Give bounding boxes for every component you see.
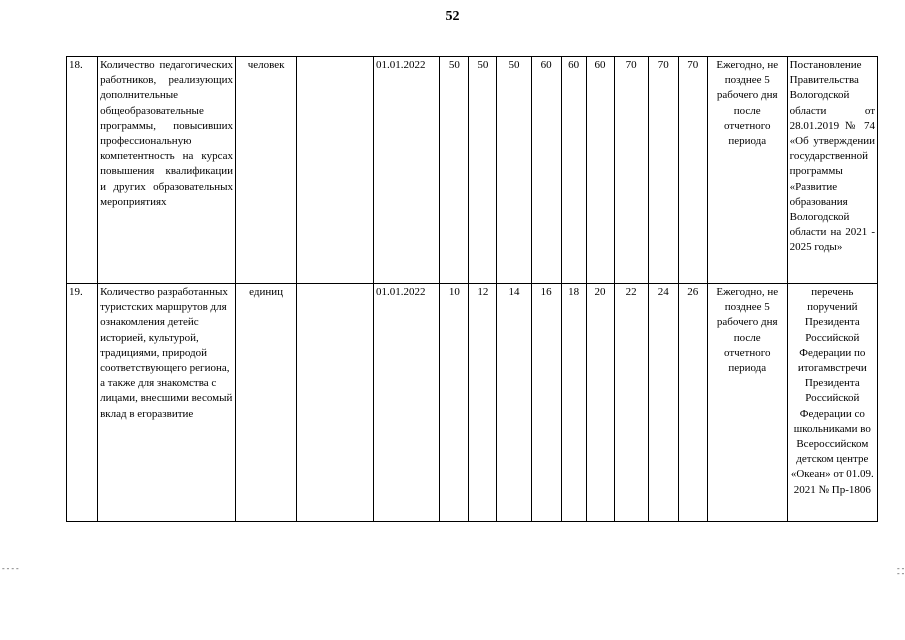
reporting-term-cell: Ежегодно, не позднее 5 рабочего дня после отчетного периода — [707, 57, 787, 284]
value-cell: 18 — [561, 284, 586, 522]
value-cell: 60 — [561, 57, 586, 284]
unit-cell: человек — [236, 57, 297, 284]
indicators-table — [66, 56, 878, 522]
value-cell: 60 — [586, 57, 614, 284]
row-number: 19. — [67, 284, 98, 522]
value-cell: 50 — [497, 57, 531, 284]
value-cell: 50 — [469, 57, 497, 284]
unit-cell: единиц — [236, 284, 297, 522]
value-cell: 50 — [440, 57, 469, 284]
base-date-cell: 01.01.2022 — [373, 284, 439, 522]
legal-basis-cell: Постановление Правительства Вологодской области от 28.01.2019 № 74 «Об утверждении государственной программы «Развитие образования Вологодской области на 2021 - 2025 годы» — [787, 57, 877, 284]
value-cell: 16 — [531, 284, 561, 522]
table-row — [67, 284, 878, 522]
reporting-term-cell: Ежегодно, не позднее 5 рабочего дня после отчетного периода — [707, 284, 787, 522]
value-cell: 60 — [531, 57, 561, 284]
legal-basis-cell: перечень поручений Президента Российской Федерации по итогамвстречи Президента Российской Федерации со школьниками во Всероссийском детском центре «Океан» от 01.09. 2021 № Пр-1806 — [787, 284, 877, 522]
value-cell: 14 — [497, 284, 531, 522]
empty-cell — [297, 284, 374, 522]
value-cell: 70 — [614, 57, 648, 284]
value-cell: 10 — [440, 284, 469, 522]
left-margin-marks: - - - - — [2, 564, 19, 573]
value-cell: 22 — [614, 284, 648, 522]
empty-cell — [297, 57, 374, 284]
value-cell: 70 — [678, 57, 707, 284]
page-number: 52 — [445, 9, 460, 24]
right-margin-marks: - - - - — [897, 564, 905, 578]
table-row — [67, 57, 878, 284]
value-cell: 26 — [678, 284, 707, 522]
indicator-name: Количество педагогических работников, реализующих дополнительные общеобразовательные программы, повысивших профессиональную компетентность на курсах повышения квалификации и других образовательных мероприятиях — [98, 57, 236, 284]
value-cell: 70 — [648, 57, 678, 284]
value-cell: 24 — [648, 284, 678, 522]
value-cell: 12 — [469, 284, 497, 522]
value-cell: 20 — [586, 284, 614, 522]
row-number: 18. — [67, 57, 98, 284]
base-date-cell: 01.01.2022 — [373, 57, 439, 284]
indicator-name: Количество разработанных туристских маршрутов для ознакомления детейс историей, культурой, традициями, природой соответствующего региона, а также для знакомства с лицами, внесшими весомый вклад в егоразвитие — [98, 284, 236, 522]
